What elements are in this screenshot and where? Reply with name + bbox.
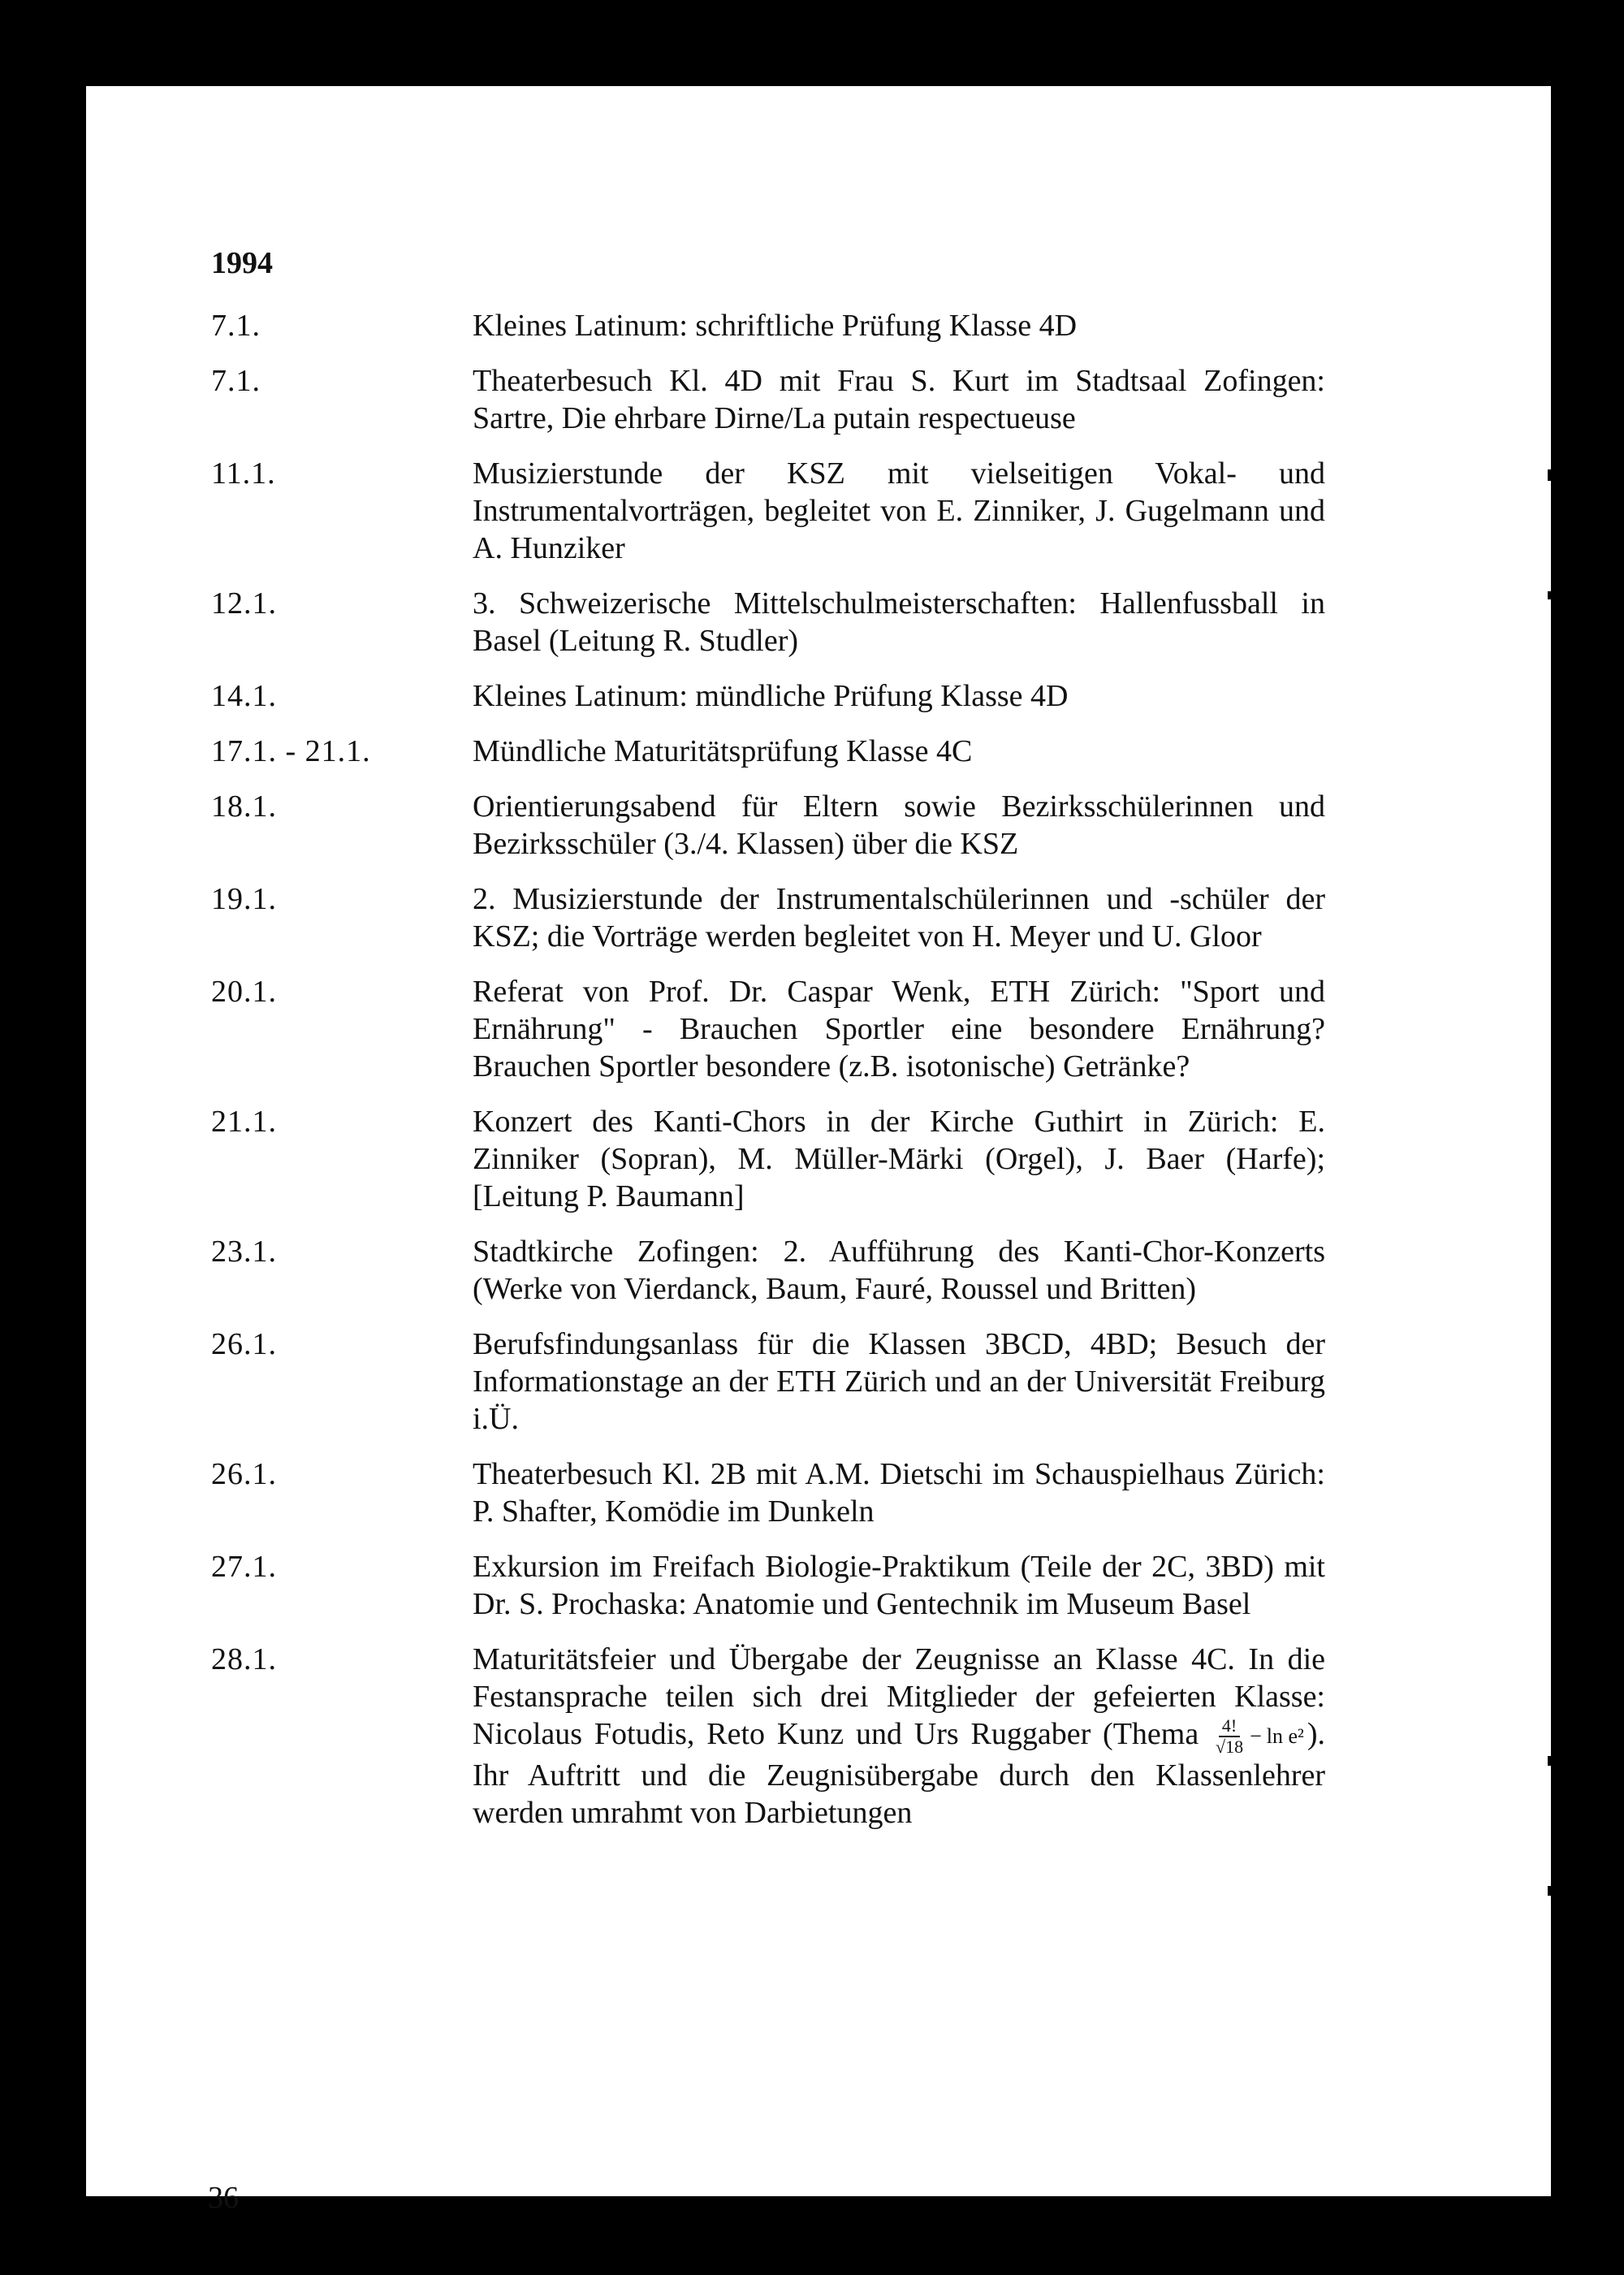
entry-text: Mündliche Maturitätsprüfung Klasse 4C bbox=[473, 734, 973, 768]
entry-text: Stadtkirche Zofingen: 2. Aufführung des Kanti-Chor-Konzerts (Werke von Vierdanck, Baum, Fauré, Roussel und Britten) bbox=[473, 1235, 1325, 1306]
entry-text: Kleines Latinum: schriftliche Prüfung Klasse 4D bbox=[473, 309, 1078, 343]
document-page bbox=[86, 86, 1551, 2215]
entry-text: Theaterbesuch Kl. 4D mit Frau S. Kurt im Stadtsaal Zofingen: Sartre, Die ehrbare Dirne/La putain respectueuse bbox=[473, 364, 1325, 435]
entry-text: Konzert des Kanti-Chors in der Kirche Guthirt in Zürich: E. Zinniker (Sopran), M. Müller-Märki (Orgel), J. Baer (Harfe); [Leitung P. Baumann] bbox=[473, 1105, 1325, 1213]
scan-speck bbox=[1548, 1756, 1553, 1766]
entry-date: 23.1. bbox=[211, 1235, 277, 1269]
chronicle-entry bbox=[211, 880, 1406, 955]
chronicle-entry bbox=[211, 455, 1406, 567]
chronicle-entry bbox=[211, 1103, 1406, 1215]
entry-text: Exkursion im Freifach Biologie-Praktikum (Teile der 2C, 3BD) mit Dr. S. Prochaska: Anatomie und Gentechnik im Museum Basel bbox=[473, 1550, 1325, 1621]
entry-date: 18.1. bbox=[211, 789, 277, 824]
entry-text-part: Maturitätsfeier und Übergabe der Zeugnisse an Klasse 4C. In die Festansprache teilen sich drei Mitglieder der gefeierten Klasse: Nicolaus Fotudis, Reto Kunz und Urs Ruggaber (Thema bbox=[473, 1642, 1325, 1751]
entry-date: 7.1. bbox=[211, 309, 261, 343]
entry-date: 17.1. - 21.1. bbox=[211, 734, 371, 768]
entry-text: Theaterbesuch Kl. 2B mit A.M. Dietschi im Schauspielhaus Zürich: P. Shafter, Komödie im Dunkeln bbox=[473, 1457, 1325, 1529]
formula-denominator: √18 bbox=[1216, 1737, 1244, 1758]
chronicle-entry bbox=[211, 1548, 1406, 1623]
chronicle-entry bbox=[211, 788, 1406, 863]
entry-text: Musizierstunde der KSZ mit vielseitigen Vokal- und Instrumentalvorträgen, begleitet von E. Zinniker, J. Gugelmann und A. Hunziker bbox=[473, 456, 1325, 565]
entry-text: 3. Schweizerische Mittelschulmeisterschaften: Hallenfussball in Basel (Leitung R. Studler) bbox=[473, 586, 1325, 658]
entry-text-part: ). Ihr Auftritt und die Zeugnisübergabe durch den Klassenlehrer werden umrahmt von Darbietungen bbox=[473, 1717, 1326, 1831]
chronicle-entry bbox=[211, 1641, 1406, 1832]
entry-date: 12.1. bbox=[211, 586, 277, 621]
formula-numerator: 4! bbox=[1219, 1716, 1240, 1737]
page-number: 36 bbox=[208, 2181, 239, 2215]
entry-date: 20.1. bbox=[211, 975, 277, 1009]
entry-text: Berufsfindungsanlass für die Klassen 3BCD, 4BD; Besuch der Informationstage an der ETH Zürich und an der Universität Freiburg i.Ü. bbox=[473, 1327, 1325, 1436]
chronicle-entry bbox=[211, 973, 1406, 1085]
entry-text: Kleines Latinum: mündliche Prüfung Klasse 4D bbox=[473, 679, 1069, 713]
entry-date: 27.1. bbox=[211, 1550, 277, 1584]
entry-date: 21.1. bbox=[211, 1105, 277, 1139]
chronicle-entry bbox=[211, 733, 1406, 770]
year-heading: 1994 bbox=[211, 246, 273, 280]
chronicle-entry bbox=[211, 1326, 1406, 1438]
entry-text: Referat von Prof. Dr. Caspar Wenk, ETH Zürich: "Sport und Ernährung" - Brauchen Sportler eine besondere Ernährung? Brauchen Sportler besondere (z.B. isotonische) Getränke? bbox=[473, 975, 1325, 1083]
formula-ln: ln e² bbox=[1266, 1724, 1304, 1749]
entry-date: 14.1. bbox=[211, 679, 277, 713]
scan-speck bbox=[1548, 591, 1553, 599]
chronicle-entry bbox=[211, 1455, 1406, 1530]
entry-text bbox=[473, 1641, 1325, 1832]
entry-date: 26.1. bbox=[211, 1327, 277, 1361]
entry-date: 28.1. bbox=[211, 1642, 277, 1676]
scan-speck bbox=[1548, 1886, 1553, 1896]
formula-fraction bbox=[1214, 1716, 1245, 1757]
chronicle-entry bbox=[211, 307, 1406, 344]
formula-minus: − bbox=[1250, 1724, 1262, 1749]
chronicle-entry bbox=[211, 1233, 1406, 1308]
scan-speck bbox=[1548, 469, 1553, 481]
entry-text: 2. Musizierstunde der Instrumentalschülerinnen und -schüler der KSZ; die Vorträge werden begleitet von H. Meyer und U. Gloor bbox=[473, 882, 1325, 954]
chronicle-entry bbox=[211, 585, 1406, 660]
chronicle-entry bbox=[211, 677, 1406, 715]
chronicle-list bbox=[211, 307, 1406, 1849]
entry-text: Orientierungsabend für Eltern sowie Bezirksschülerinnen und Bezirksschüler (3./4. Klassen) über die KSZ bbox=[473, 789, 1325, 861]
entry-date: 11.1. bbox=[211, 456, 276, 491]
chronicle-entry bbox=[211, 362, 1406, 437]
math-formula bbox=[1214, 1716, 1304, 1757]
entry-date: 7.1. bbox=[211, 364, 261, 398]
entry-date: 26.1. bbox=[211, 1457, 277, 1491]
entry-date: 19.1. bbox=[211, 882, 277, 916]
